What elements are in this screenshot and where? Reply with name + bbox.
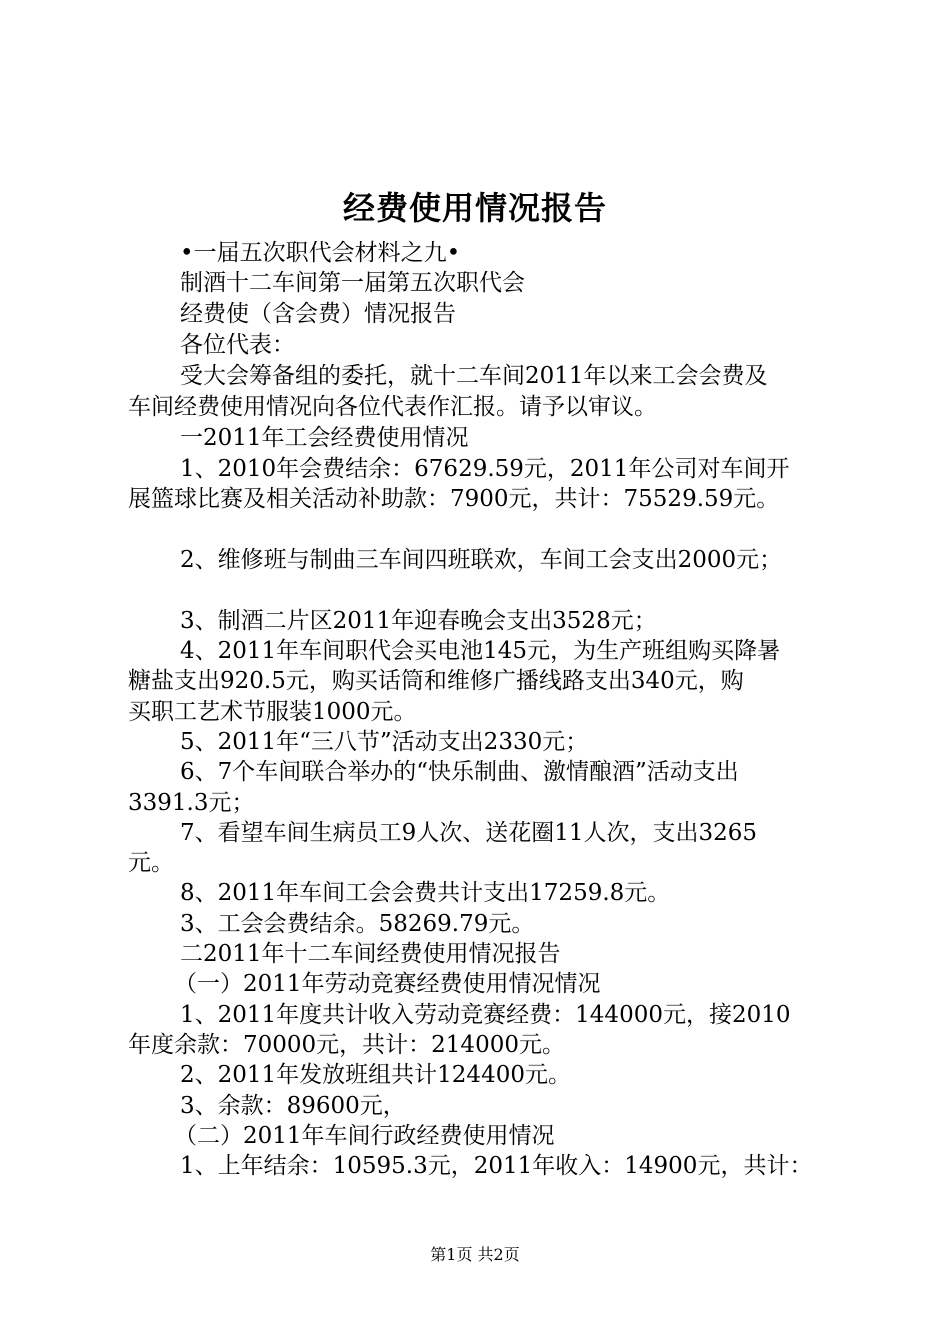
paragraph-line: 2、维修班与制曲三车间四班联欢，车间工会支出2000元；	[180, 547, 783, 573]
material-subtitle: •一届五次职代会材料之九•	[180, 240, 461, 266]
paragraph-line: 车间经费使用情况向各位代表作汇报。请予以审议。	[128, 394, 657, 420]
paragraph-line: 3391.3元；	[128, 790, 255, 816]
paragraph-line: 受大会筹备组的委托，就十二车间2011年以来工会会费及	[180, 363, 768, 389]
paragraph-line: 年度余款：70000元，共计：214000元。	[128, 1032, 565, 1058]
paragraph-line: 买职工艺术节服装1000元。	[128, 699, 417, 725]
paragraph-line: 1、2010年会费结余：67629.59元，2011年公司对车间开	[180, 456, 790, 482]
paragraph-line: 4、2011年车间职代会买电池145元，为生产班组购买降暑	[180, 638, 781, 664]
page-number: 第1页 共2页	[430, 1245, 520, 1264]
paragraph-line: 糖盐支出920.5元，购买话筒和维修广播线路支出340元，购	[128, 668, 744, 694]
paragraph-line: 7、看望车间生病员工9人次、送花圈11人次，支出3265	[180, 820, 758, 846]
paragraph-line: 6、7个车间联合举办的“快乐制曲、激情酿酒”活动支出	[180, 759, 739, 785]
paragraph-line: 3、余款：89600元，	[180, 1093, 406, 1119]
paragraph-line: 1、上年结余：10595.3元，2011年收入：14900元，共计：	[180, 1153, 813, 1179]
paragraph-line: 3、制酒二片区2011年迎春晚会支出3528元；	[180, 608, 657, 634]
paragraph-line: 元。	[128, 850, 174, 876]
paragraph-line: 5、2011年“三八节”活动支出2330元；	[180, 729, 589, 755]
document-title: 经费使用情况报告	[342, 189, 607, 227]
paragraph-line: 2、2011年发放班组共计124400元。	[180, 1062, 571, 1088]
meeting-name: 制酒十二车间第一届第五次职代会	[180, 270, 525, 296]
paragraph-line: 3、工会会费结余。58269.79元。	[180, 911, 535, 937]
salutation: 各位代表：	[180, 332, 295, 358]
report-heading: 经费使（含会费）情况报告	[180, 301, 456, 327]
section-heading: 一2011年工会经费使用情况	[180, 425, 469, 451]
section-heading: 二2011年十二车间经费使用情况报告	[180, 941, 561, 967]
subsection-heading: （一）2011年劳动竞赛经费使用情况情况	[174, 971, 601, 997]
paragraph-line: 展篮球比赛及相关活动补助款：7900元，共计：75529.59元。	[128, 486, 780, 512]
subsection-heading: （二）2011年车间行政经费使用情况	[174, 1123, 555, 1149]
paragraph-line: 1、2011年度共计收入劳动竞赛经费：144000元，接2010	[180, 1002, 791, 1028]
paragraph-line: 8、2011年车间工会会费共计支出17259.8元。	[180, 880, 671, 906]
